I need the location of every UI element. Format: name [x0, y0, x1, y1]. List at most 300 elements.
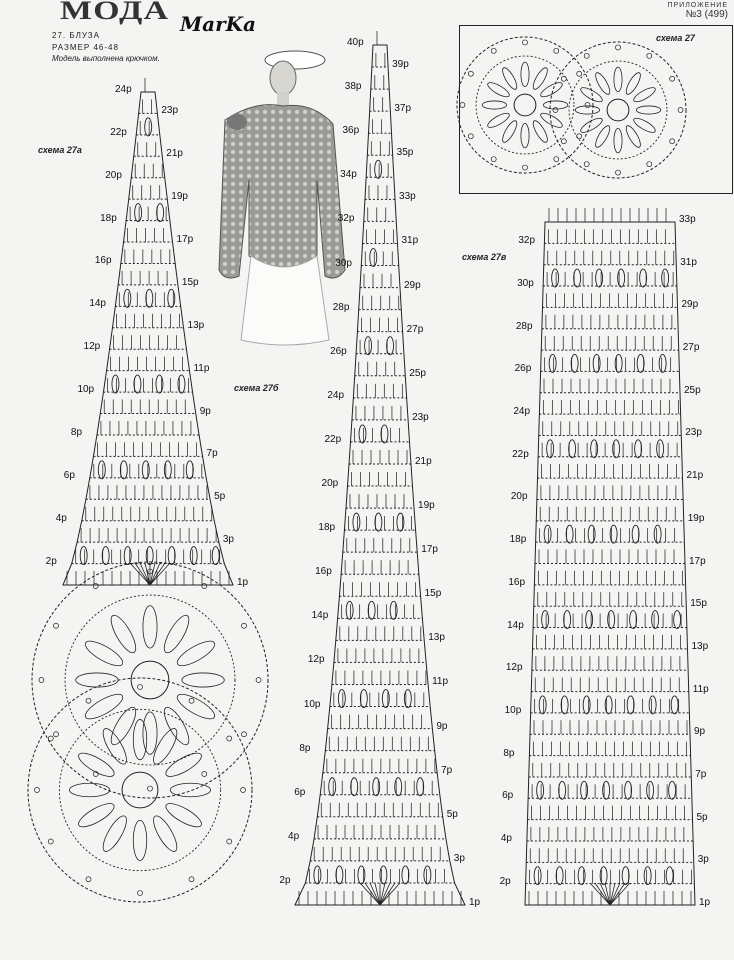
- row-label-right: 15р: [690, 598, 707, 610]
- motif-petal: [636, 106, 660, 114]
- leaf-motif: [102, 547, 109, 565]
- row-label-right: 7р: [441, 764, 453, 776]
- row-label-left: 8р: [503, 747, 515, 759]
- leaf-motif: [647, 781, 654, 799]
- leaf-motif: [644, 867, 651, 885]
- leaf-motif: [359, 425, 366, 443]
- leaf-motif: [659, 354, 666, 372]
- leaf-motif: [168, 547, 175, 565]
- fan-stitch: [150, 563, 160, 585]
- row-label-right: 25р: [409, 367, 426, 379]
- row-label-left: 8р: [299, 742, 311, 754]
- row-label-left: 40р: [347, 37, 364, 48]
- motif-picot: [256, 678, 261, 683]
- row-label-left: 22р: [512, 448, 529, 460]
- motif-picot: [553, 108, 558, 113]
- motif-petal: [170, 783, 210, 796]
- fan-stitch: [380, 883, 390, 905]
- row-label-left: 28р: [515, 320, 533, 332]
- motif-petal: [133, 719, 146, 759]
- row-label-right: 23р: [685, 427, 702, 439]
- row-label-left: 24р: [115, 84, 132, 95]
- motif-outer-ring: [550, 42, 686, 178]
- row-label-left: 6р: [294, 786, 306, 798]
- leaf-motif: [574, 269, 581, 287]
- motif-picot: [554, 48, 559, 53]
- leaf-motif: [556, 867, 563, 885]
- leaf-motif: [135, 204, 142, 222]
- motif-picot: [584, 53, 589, 58]
- motif-picot: [202, 772, 207, 777]
- row-label-left: 18р: [100, 212, 117, 224]
- leaf-motif: [112, 375, 119, 393]
- row-label-left: 14р: [311, 610, 329, 622]
- leaf-motif: [142, 461, 149, 479]
- motif-petal: [614, 128, 622, 152]
- motif-petal: [99, 726, 131, 768]
- motif-petal: [482, 101, 506, 109]
- leaf-motif: [375, 160, 382, 178]
- motif-picot: [670, 139, 675, 144]
- row-label-left: 36р: [342, 125, 360, 137]
- leaf-motif: [346, 601, 353, 619]
- row-label-right: 9р: [199, 405, 211, 417]
- motif-outer-ring: [28, 678, 252, 902]
- leaf-motif: [637, 354, 644, 372]
- row-label-right: 5р: [214, 491, 226, 503]
- leaf-motif: [190, 547, 197, 565]
- row-label-right: 31р: [680, 256, 697, 268]
- supplement-label: ПРИЛОЖЕНИЕ: [667, 2, 728, 9]
- leaf-motif: [539, 696, 546, 714]
- motif-petal: [160, 612, 194, 656]
- row-label-right: 21р: [414, 455, 432, 467]
- row-label-right: 7р: [206, 448, 218, 460]
- leaf-motif: [588, 525, 595, 543]
- leaf-motif: [338, 690, 345, 708]
- row-label-right: 31р: [401, 235, 419, 247]
- leaf-motif: [402, 866, 409, 884]
- leaf-motif: [424, 866, 431, 884]
- row-label-right: 33р: [679, 214, 696, 225]
- motif-petal: [521, 62, 529, 86]
- motif-petal: [614, 67, 622, 91]
- motif-picot: [189, 877, 194, 882]
- row-label-left: 4р: [55, 512, 67, 524]
- row-label-left: 18р: [318, 522, 336, 534]
- leaf-motif: [164, 461, 171, 479]
- leaf-motif: [569, 440, 576, 458]
- motif-picot: [242, 732, 247, 737]
- leaf-motif: [373, 778, 380, 796]
- row-label-right: 13р: [187, 319, 205, 331]
- motif-picot: [523, 165, 528, 170]
- leaf-motif: [586, 611, 593, 629]
- row-label-right: 33р: [399, 191, 416, 203]
- motif-picot: [670, 76, 675, 81]
- motif-picot: [561, 139, 566, 144]
- leaf-motif: [387, 337, 394, 355]
- row-label-right: 5р: [446, 808, 458, 820]
- leaf-motif: [600, 867, 607, 885]
- leaf-motif: [591, 440, 598, 458]
- leaf-motif: [610, 525, 617, 543]
- leaf-motif: [375, 513, 382, 531]
- leaf-motif: [552, 269, 559, 287]
- leaf-motif: [657, 440, 664, 458]
- row-label-right: 17р: [689, 555, 706, 567]
- motif-petal: [76, 673, 118, 687]
- leaf-motif: [353, 513, 360, 531]
- row-label-right: 7р: [695, 768, 707, 780]
- leaf-motif: [605, 696, 612, 714]
- row-label-right: 39р: [392, 59, 409, 71]
- row-label-right: 3р: [697, 854, 709, 866]
- leaf-motif: [544, 525, 551, 543]
- leaf-motif: [654, 525, 661, 543]
- leaf-motif: [397, 513, 404, 531]
- motif-petal: [182, 673, 224, 687]
- leaf-motif: [146, 289, 153, 307]
- leaf-motif: [314, 866, 321, 884]
- model-note: Модель выполнена крючком.: [52, 54, 160, 63]
- leaf-motif: [537, 781, 544, 799]
- motif-picot: [202, 583, 207, 588]
- motif-picot: [577, 71, 582, 76]
- row-label-left: 4р: [288, 830, 300, 842]
- column-outline: [525, 222, 695, 905]
- scheme-label-c: схема 27в: [462, 252, 507, 262]
- row-label-right: 23р: [412, 411, 429, 423]
- row-label-left: 32р: [337, 213, 355, 225]
- leaf-motif: [625, 781, 632, 799]
- row-label-right: 9р: [436, 720, 448, 732]
- row-label-right: 25р: [684, 384, 701, 396]
- row-label-left: 18р: [509, 534, 527, 546]
- motif-picot: [53, 623, 58, 628]
- motif-picot: [86, 698, 91, 703]
- row-label-right: 9р: [694, 726, 706, 738]
- leaf-motif: [578, 867, 585, 885]
- leaf-motif: [581, 781, 588, 799]
- motif-petal: [163, 749, 205, 781]
- motif-petal: [149, 726, 181, 768]
- leaf-motif: [564, 611, 571, 629]
- row-label-right: 15р: [424, 588, 442, 600]
- motif-picot: [678, 108, 683, 113]
- row-label-right: 17р: [176, 234, 194, 246]
- motif-petal: [76, 749, 118, 781]
- row-label-left: 24р: [327, 389, 345, 401]
- leaf-motif: [627, 696, 634, 714]
- fan-stitch: [370, 883, 380, 905]
- leaf-motif: [390, 601, 397, 619]
- leaf-motif: [603, 781, 610, 799]
- motif-petal: [99, 813, 131, 855]
- row-label-left: 30р: [335, 257, 352, 269]
- motif-petal: [160, 704, 194, 748]
- leaf-motif: [336, 866, 343, 884]
- leaf-motif: [98, 461, 105, 479]
- row-label-right: 29р: [403, 279, 421, 291]
- motif-picot: [34, 788, 39, 793]
- row-label-right: 11р: [432, 676, 449, 688]
- leaf-motif: [613, 440, 620, 458]
- motif-petal: [133, 820, 146, 860]
- leaf-motif: [134, 375, 141, 393]
- leaf-motif: [381, 425, 388, 443]
- row-label-right: 17р: [421, 544, 438, 556]
- leaf-motif: [168, 289, 175, 307]
- leaf-motif: [351, 778, 358, 796]
- row-label-left: 8р: [70, 426, 83, 438]
- motif-mid-ring: [569, 61, 667, 159]
- row-label-left: 38р: [344, 81, 362, 93]
- leaf-motif: [358, 866, 365, 884]
- leaf-motif: [124, 547, 131, 565]
- motif-petal: [149, 813, 181, 855]
- leaf-motif: [649, 696, 656, 714]
- leaf-motif: [635, 440, 642, 458]
- motif-picot: [561, 76, 566, 81]
- motif-mid-ring: [65, 595, 235, 765]
- motif-outer-ring: [32, 562, 268, 798]
- leaf-motif: [561, 696, 568, 714]
- motif-picot: [242, 623, 247, 628]
- leaf-motif: [669, 781, 676, 799]
- row-label-left: 2р: [499, 875, 511, 887]
- row-label-left: 10р: [303, 698, 321, 710]
- fan-stitch: [130, 563, 150, 585]
- leaf-motif: [80, 547, 87, 565]
- motif-petal: [174, 637, 218, 671]
- scheme-label-b: схема 27б: [234, 383, 279, 393]
- motif-picot: [93, 583, 98, 588]
- row-label-left: 4р: [500, 832, 512, 844]
- leaf-motif: [178, 375, 185, 393]
- fan-stitch: [150, 563, 170, 585]
- row-label-right: 11р: [193, 362, 210, 374]
- scheme-label-a: схема 27а: [38, 145, 82, 155]
- row-label-right: 13р: [691, 640, 709, 652]
- fan-stitch: [600, 883, 610, 905]
- leaf-motif: [145, 118, 152, 136]
- row-label-right: 29р: [681, 299, 699, 311]
- motif-picot: [647, 53, 652, 58]
- motif-picot: [148, 786, 153, 791]
- leaf-motif: [671, 696, 678, 714]
- scheme-label-d: схема 27: [656, 33, 695, 43]
- leaf-motif: [542, 611, 549, 629]
- leaf-motif: [615, 354, 622, 372]
- leaf-motif: [622, 867, 629, 885]
- leaf-motif: [674, 611, 681, 629]
- row-label-left: 20р: [105, 169, 122, 181]
- leaf-motif: [632, 525, 639, 543]
- row-label-right: 11р: [692, 683, 709, 695]
- motif-picot: [227, 839, 232, 844]
- row-label-left: 20р: [510, 491, 528, 503]
- row-label-right: 23р: [161, 105, 179, 117]
- fan-stitch: [610, 883, 620, 905]
- leaf-motif: [593, 354, 600, 372]
- leaf-motif: [382, 690, 389, 708]
- leaf-motif: [596, 269, 603, 287]
- leaf-motif: [666, 867, 673, 885]
- leaf-motif: [559, 781, 566, 799]
- leaf-motif: [404, 690, 411, 708]
- motif-petal: [69, 783, 109, 796]
- leaf-motif: [368, 601, 375, 619]
- leaf-motif: [124, 289, 131, 307]
- fan-stitch: [360, 883, 380, 905]
- row-label-right: 3р: [222, 534, 234, 546]
- motif-picot: [227, 736, 232, 741]
- leaf-motif: [186, 461, 193, 479]
- motif-center: [122, 772, 158, 808]
- row-label-right: 15р: [181, 276, 199, 288]
- leaf-motif: [156, 375, 163, 393]
- row-label-left: 6р: [63, 469, 75, 481]
- motif-picot: [48, 839, 53, 844]
- motif-picot: [241, 788, 246, 793]
- leaf-motif: [417, 778, 424, 796]
- motif-petal: [76, 799, 118, 831]
- row-label-left: 24р: [513, 406, 531, 418]
- row-label-right: 37р: [394, 103, 412, 115]
- leaf-motif: [640, 269, 647, 287]
- leaf-motif: [329, 778, 336, 796]
- row-label-left: 26р: [514, 363, 532, 375]
- model-size: РАЗМЕР 46-48: [52, 43, 119, 52]
- row-label-left: 14р: [507, 619, 524, 631]
- row-label-left: 2р: [279, 874, 291, 886]
- leaf-motif: [120, 461, 127, 479]
- leaf-motif: [380, 866, 387, 884]
- leaf-motif: [157, 204, 164, 222]
- fan-stitch: [140, 563, 150, 585]
- row-label-left: 20р: [321, 478, 339, 490]
- leaf-motif: [608, 611, 615, 629]
- motif-petal: [174, 690, 218, 724]
- row-label-left: 30р: [517, 278, 534, 290]
- motif-picot: [468, 71, 473, 76]
- row-label-left: 10р: [77, 384, 95, 396]
- leaf-motif: [652, 611, 659, 629]
- watermark-signature: MarKa: [180, 12, 256, 36]
- leaf-motif: [547, 440, 554, 458]
- motif-petal: [82, 637, 126, 671]
- leaf-motif: [365, 337, 372, 355]
- row-label-left: 12р: [83, 341, 101, 353]
- row-label-right: 27р: [682, 342, 700, 354]
- issue-number: №3 (499): [685, 9, 728, 20]
- motif-picot: [138, 684, 143, 689]
- row-label-right: 19р: [171, 191, 188, 203]
- leaf-motif: [370, 249, 377, 267]
- row-label-right: 19р: [418, 500, 435, 512]
- row-label-left: 14р: [89, 298, 106, 310]
- motif-picot: [48, 736, 53, 741]
- magazine-logo: МОДА: [60, 0, 170, 25]
- motif-picot: [53, 732, 58, 737]
- motif-picot: [523, 40, 528, 45]
- row-label-left: 6р: [502, 790, 514, 802]
- motif-picot: [189, 698, 194, 703]
- leaf-motif: [395, 778, 402, 796]
- row-label-left: 16р: [315, 566, 332, 578]
- leaf-motif: [534, 867, 541, 885]
- row-label-left: 16р: [508, 576, 526, 588]
- row-label-right: 21р: [166, 148, 183, 160]
- leaf-motif: [630, 611, 637, 629]
- leaf-motif: [212, 547, 219, 565]
- leaf-motif: [566, 525, 573, 543]
- row-label-right: 5р: [696, 811, 708, 823]
- motif-picot: [39, 678, 44, 683]
- row-label-left: 34р: [340, 169, 357, 181]
- row-label-left: 16р: [94, 255, 112, 267]
- row-label-right: 3р: [453, 852, 465, 864]
- fan-stitch: [590, 883, 610, 905]
- motif-petal: [521, 123, 529, 147]
- motif-outer-ring: [457, 37, 593, 173]
- motif-petal: [143, 606, 157, 648]
- row-label-left: 28р: [332, 301, 350, 313]
- leaf-motif: [583, 696, 590, 714]
- model-title: 27. БЛУЗА: [52, 31, 100, 40]
- row-label-left: 22р: [324, 433, 342, 445]
- leaf-motif: [360, 690, 367, 708]
- row-label-left: 12р: [307, 654, 325, 666]
- leaf-motif: [662, 269, 669, 287]
- row-label-left: 2р: [45, 555, 57, 567]
- leaf-motif: [571, 354, 578, 372]
- motif-center: [514, 94, 536, 116]
- row-label-right: 1р: [699, 897, 711, 908]
- motif-picot: [585, 103, 590, 108]
- motif-picot: [468, 134, 473, 139]
- motif-center: [607, 99, 629, 121]
- row-label-left: 12р: [505, 662, 523, 674]
- leaf-motif: [618, 269, 625, 287]
- column-outline: [295, 45, 465, 905]
- fan-stitch: [380, 883, 400, 905]
- row-label-right: 13р: [428, 632, 445, 644]
- leaf-motif: [549, 354, 556, 372]
- motif-picot: [647, 162, 652, 167]
- row-label-right: 19р: [687, 512, 705, 524]
- motif-picot: [554, 157, 559, 162]
- row-label-right: 27р: [406, 323, 424, 335]
- motif-picot: [584, 162, 589, 167]
- motif-picot: [616, 45, 621, 50]
- motif-petal: [163, 799, 205, 831]
- motif-picot: [460, 103, 465, 108]
- row-label-left: 22р: [110, 126, 127, 138]
- column-outline: [63, 92, 233, 585]
- row-label-right: 35р: [396, 147, 414, 159]
- motif-mid-ring: [476, 56, 574, 154]
- motif-picot: [138, 891, 143, 896]
- motif-petal: [107, 612, 141, 656]
- motif-picot: [491, 157, 496, 162]
- row-label-left: 10р: [504, 704, 522, 716]
- motif-picot: [616, 170, 621, 175]
- motif-petal: [143, 712, 157, 754]
- fan-stitch: [610, 883, 630, 905]
- row-label-right: 1р: [469, 897, 481, 908]
